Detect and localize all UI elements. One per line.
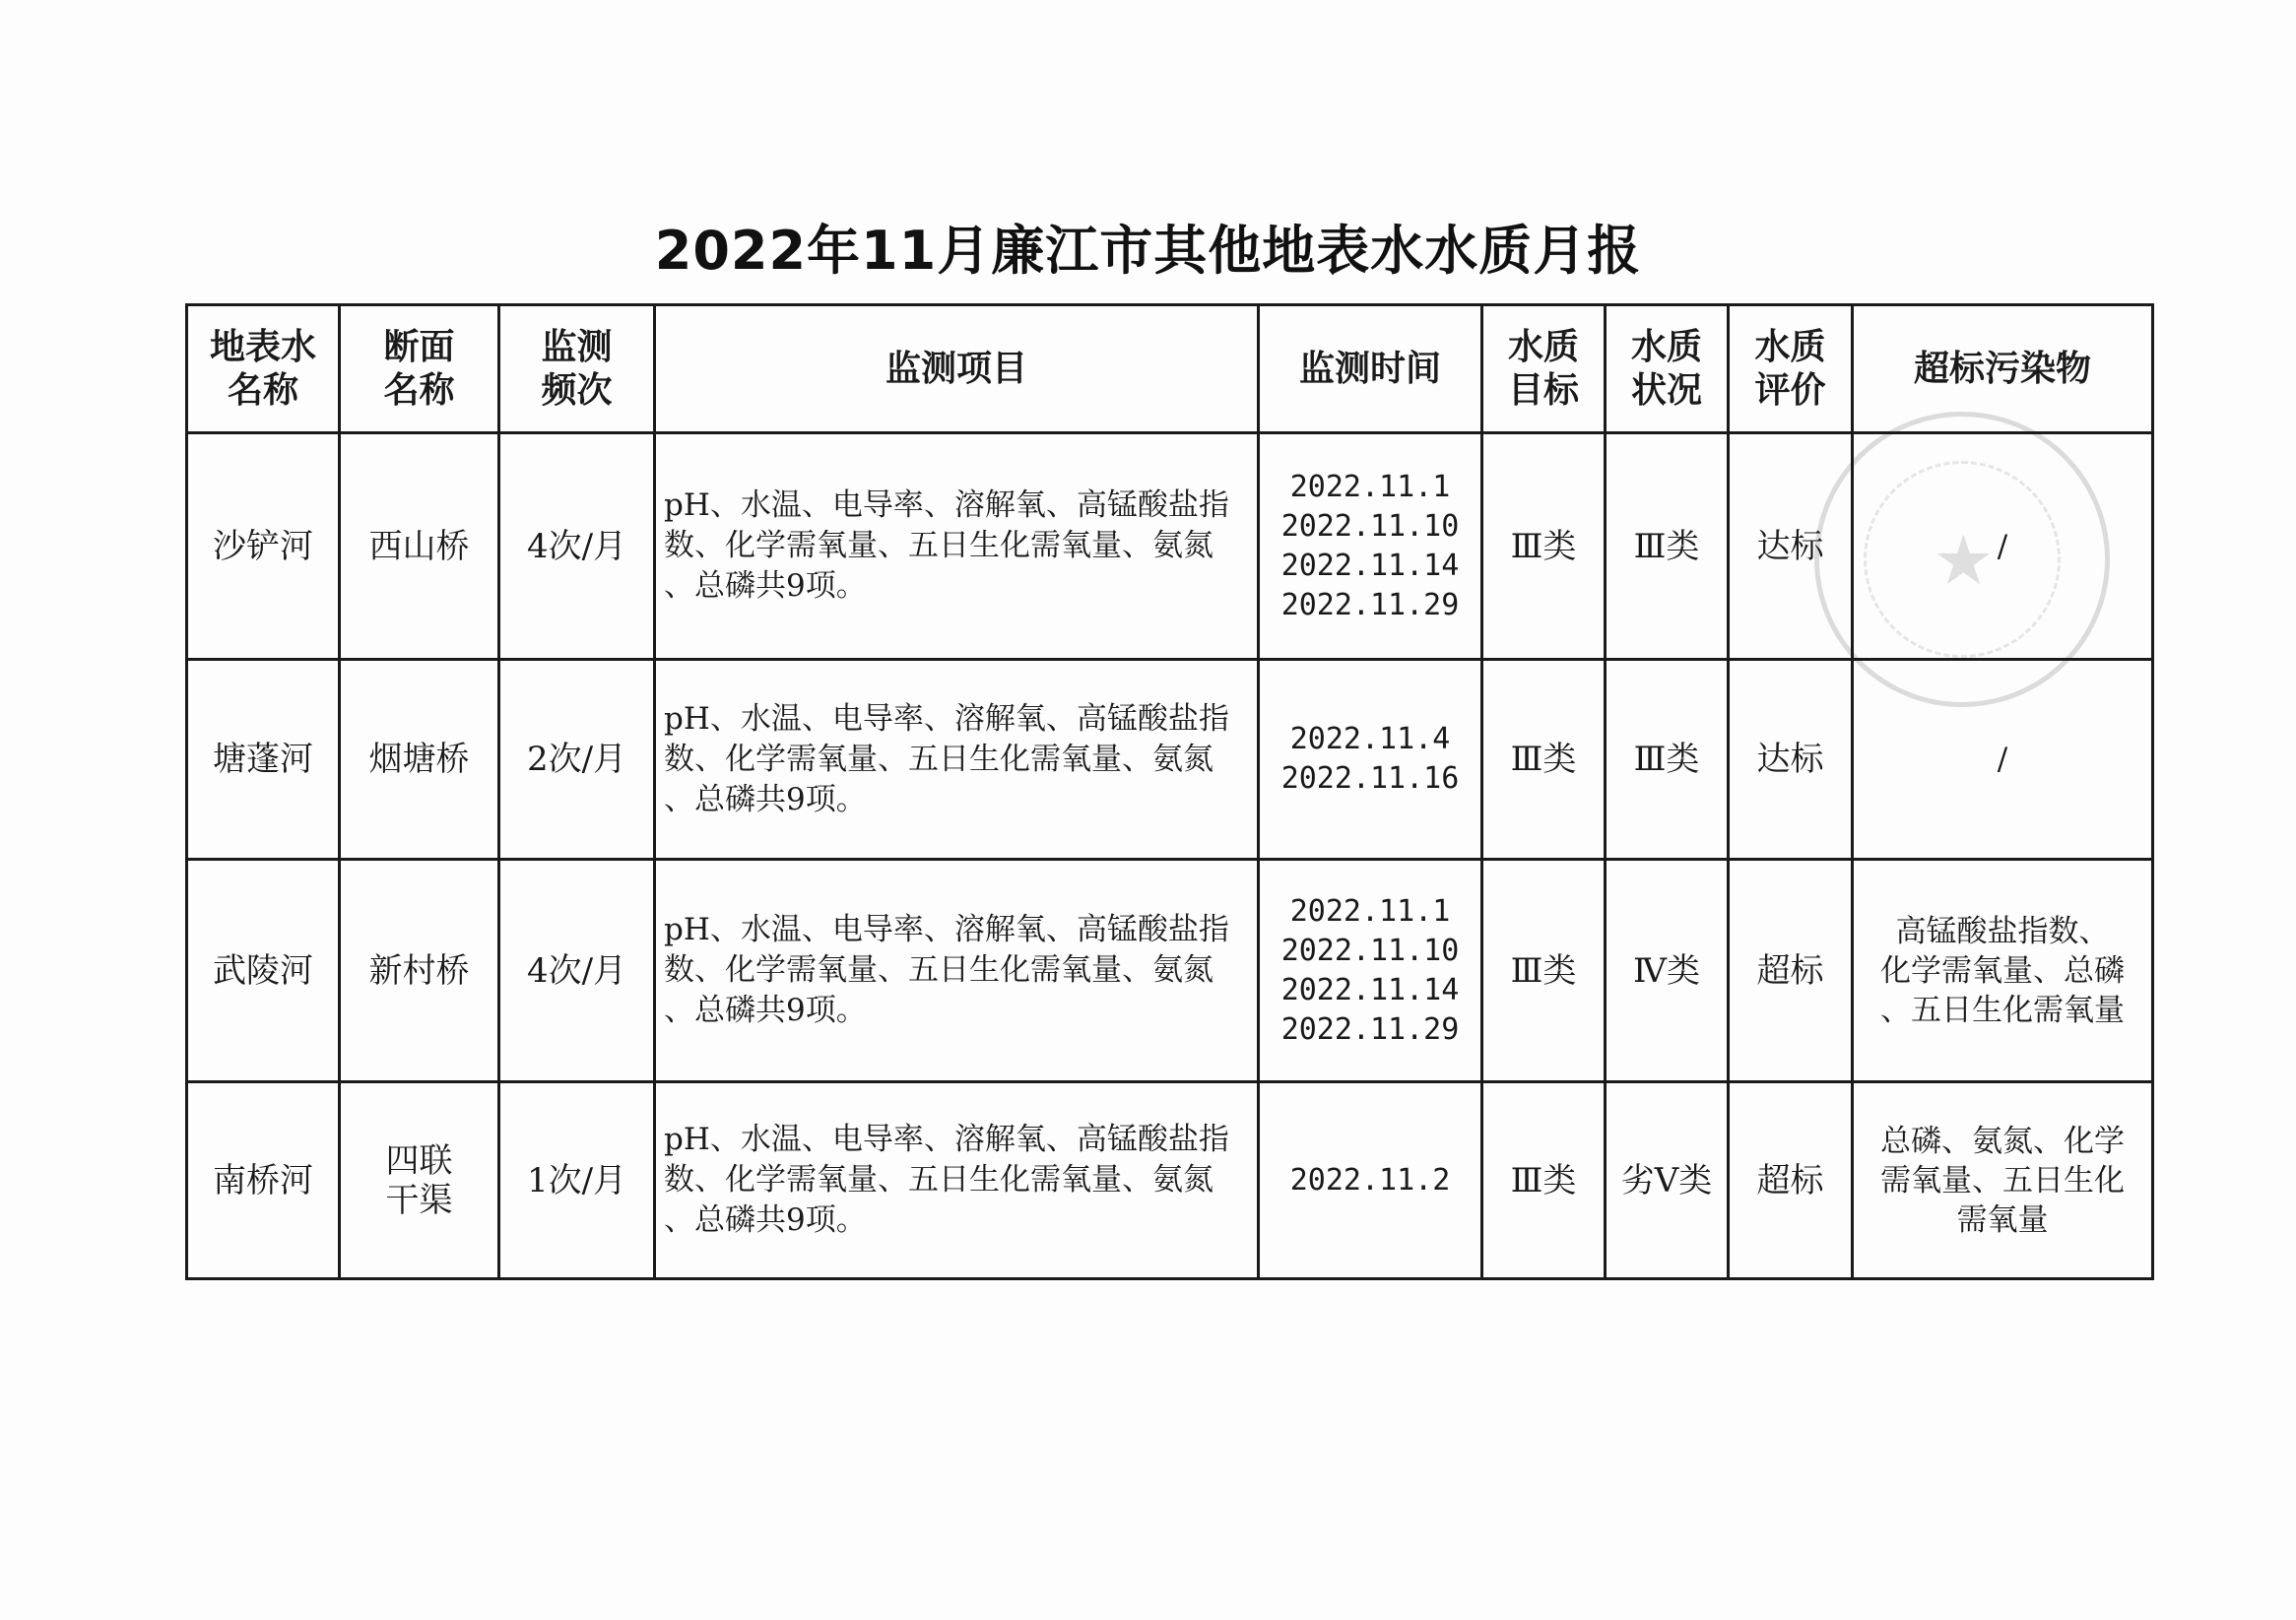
header-status [1606, 305, 1729, 433]
cell-pollutants-line: 高锰酸盐指数、 [1895, 913, 2110, 949]
cell-target: Ⅲ类 [1482, 660, 1606, 860]
cell-pollutants-line: 需氧量、五日生化 [1880, 1162, 2125, 1199]
header-target-line: 目标 [1507, 369, 1579, 411]
cell-items-line: pH、水温、电导率、溶解氧、高锰酸盐指 [664, 912, 1229, 947]
cell-section [340, 1082, 499, 1279]
header-section-line: 断面 [383, 326, 455, 367]
cell-date: 2022.11.1 [1289, 469, 1451, 504]
header-frequency-line: 频次 [541, 369, 613, 411]
table-row [187, 433, 2153, 660]
header-evaluation-line: 水质 [1754, 326, 1826, 367]
cell-frequency: 2次/月 [499, 660, 655, 860]
header-water-body-line: 地表水 [209, 326, 316, 367]
cell-status: Ⅳ类 [1606, 860, 1729, 1082]
cell-items-line: 、总磷共9项。 [664, 781, 867, 817]
seal-star-icon: ★ [1933, 520, 1995, 601]
cell-dates [1259, 433, 1482, 660]
cell-section-line: 烟塘桥 [368, 740, 470, 779]
header-target [1482, 305, 1606, 433]
cell-dates [1259, 660, 1482, 860]
table-row [187, 860, 2153, 1082]
cell-dates [1259, 860, 1482, 1082]
cell-status: Ⅲ类 [1606, 433, 1729, 660]
cell-evaluation: 达标 [1729, 660, 1853, 860]
cell-date: 2022.11.4 [1289, 722, 1451, 756]
header-water-body-line: 名称 [227, 369, 298, 411]
cell-section [340, 860, 499, 1082]
cell-items-line: 、总磷共9项。 [664, 1202, 867, 1238]
cell-pollutants [1853, 1082, 2153, 1279]
cell-pollutants-line: 、五日生化需氧量 [1880, 992, 2125, 1028]
cell-status: Ⅲ类 [1606, 660, 1729, 860]
header-evaluation [1729, 305, 1853, 433]
cell-date: 2022.11.14 [1280, 972, 1460, 1007]
cell-status: 劣Ⅴ类 [1606, 1082, 1729, 1279]
cell-frequency: 4次/月 [499, 433, 655, 660]
cell-items [655, 860, 1259, 1082]
cell-items-line: 数、化学需氧量、五日生化需氧量、氨氮 [664, 1162, 1214, 1198]
table-row [187, 1082, 2153, 1279]
cell-section-line: 西山桥 [368, 526, 470, 566]
cell-section [340, 660, 499, 860]
cell-frequency: 4次/月 [499, 860, 655, 1082]
header-status-line: 状况 [1630, 369, 1702, 411]
cell-items [655, 660, 1259, 860]
cell-target: Ⅲ类 [1482, 433, 1606, 660]
cell-items [655, 1082, 1259, 1279]
cell-water-body: 武陵河 [187, 860, 340, 1082]
cell-section-line: 新村桥 [368, 950, 470, 991]
cell-pollutants [1853, 860, 2153, 1082]
cell-date: 2022.11.14 [1280, 548, 1460, 583]
cell-section-line: 干渠 [385, 1180, 453, 1220]
cell-date: 2022.11.10 [1280, 508, 1460, 544]
cell-date: 2022.11.10 [1280, 933, 1460, 968]
header-pollutants: 超标污染物 [1853, 305, 2153, 433]
cell-pollutants-line: / [1997, 742, 2008, 777]
header-frequency [499, 305, 655, 433]
cell-pollutants-line: / [1997, 528, 2008, 564]
header-status-line: 水质 [1630, 326, 1702, 367]
cell-items-line: 、总磷共9项。 [664, 568, 867, 604]
cell-section-line: 四联 [385, 1140, 453, 1181]
cell-items-line: 数、化学需氧量、五日生化需氧量、氨氮 [664, 952, 1214, 988]
cell-evaluation: 超标 [1729, 1082, 1853, 1279]
page-title: 2022年11月廉江市其他地表水水质月报 [654, 220, 1642, 282]
header-section [340, 305, 499, 433]
cell-items [655, 433, 1259, 660]
cell-evaluation: 超标 [1729, 860, 1853, 1082]
header-frequency-line: 监测 [541, 326, 613, 367]
cell-dates [1259, 1082, 1482, 1279]
cell-water-body: 塘蓬河 [187, 660, 340, 860]
cell-target: Ⅲ类 [1482, 860, 1606, 1082]
cell-items-line: 、总磷共9项。 [664, 993, 867, 1028]
cell-section [340, 433, 499, 660]
cell-water-body: 南桥河 [187, 1082, 340, 1279]
header-time: 监测时间 [1259, 305, 1482, 433]
header-water-body [187, 305, 340, 433]
cell-pollutants-line: 需氧量 [1956, 1201, 2049, 1238]
cell-items-line: pH、水温、电导率、溶解氧、高锰酸盐指 [664, 1122, 1229, 1157]
cell-items-line: 数、化学需氧量、五日生化需氧量、氨氮 [664, 528, 1214, 563]
cell-items-line: pH、水温、电导率、溶解氧、高锰酸盐指 [664, 700, 1229, 737]
cell-pollutants [1853, 433, 2153, 660]
table-header-row [187, 305, 2153, 433]
cell-water-body: 沙铲河 [187, 433, 340, 660]
header-evaluation-line: 评价 [1754, 369, 1826, 411]
cell-date: 2022.11.2 [1289, 1162, 1451, 1198]
cell-target: Ⅲ类 [1482, 1082, 1606, 1279]
cell-evaluation: 达标 [1729, 433, 1853, 660]
cell-items-line: pH、水温、电导率、溶解氧、高锰酸盐指 [664, 487, 1229, 523]
table-row [187, 660, 2153, 860]
cell-date: 2022.11.29 [1280, 1011, 1460, 1047]
cell-date: 2022.11.29 [1280, 587, 1460, 622]
header-section-line: 名称 [383, 369, 455, 411]
cell-pollutants-line: 化学需氧量、总磷 [1880, 952, 2125, 989]
cell-pollutants-line: 总磷、氨氮、化学 [1880, 1123, 2125, 1159]
cell-pollutants [1853, 660, 2153, 860]
cell-frequency: 1次/月 [499, 1082, 655, 1279]
water-quality-table [185, 303, 2154, 1280]
cell-items-line: 数、化学需氧量、五日生化需氧量、氨氮 [664, 741, 1214, 777]
header-target-line: 水质 [1507, 326, 1579, 367]
cell-date: 2022.11.1 [1289, 893, 1451, 929]
cell-date: 2022.11.16 [1280, 761, 1460, 796]
header-items: 监测项目 [655, 305, 1259, 433]
